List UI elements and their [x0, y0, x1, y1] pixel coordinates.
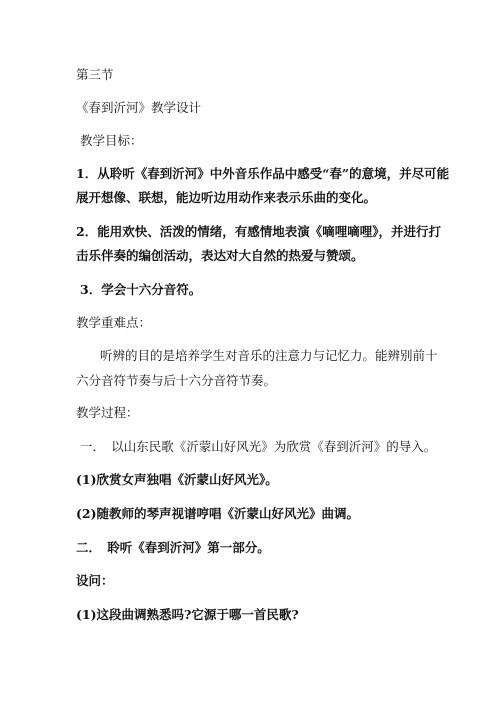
question-1: (1)这段曲调熟悉吗?它源于哪一首民歌?: [76, 607, 299, 622]
key-points-line-2: 六分音符节奏与后十六分音符节奏。: [76, 373, 277, 388]
goal-1-line-1: 1．从聆听《春到沂河》中外音乐作品中感受“春”的意境，并尽可能: [76, 166, 450, 181]
goal-2-line-1: 2．能用欢快、活泼的情绪，有感情地表演《嘀哩嘀哩》，并进行打: [76, 224, 441, 239]
step-2: 二． 聆听《春到沂河》第一部分。: [76, 540, 270, 555]
goal-1-line-2: 展开想像、联想，能边听边用动作来表示乐曲的变化。: [76, 190, 377, 205]
goal-3: 3．学会十六分音符。: [80, 282, 202, 297]
step-1: 一． 以山东民歌《沂蒙山好风光》为欣赏《春到沂河》的导入。: [80, 439, 437, 454]
process-heading: 教学过程：: [76, 405, 139, 420]
goal-2-line-2: 击乐伴奏的编创活动，表达对大自然的热爱与赞颂。: [76, 248, 364, 263]
section-label: 第三节: [76, 67, 114, 82]
goals-heading: 教学目标：: [80, 133, 143, 148]
document-title: 《春到沂河》教学设计: [76, 100, 202, 115]
step-1-sub-2: (2)随教师的琴声视谱哼唱《沂蒙山好风光》曲调。: [76, 506, 360, 521]
key-points-line-1: 听辨的目的是培养学生对音乐的注意力与记忆力。能辨别前十: [100, 348, 438, 363]
question-heading: 设问：: [76, 573, 114, 588]
key-points-heading: 教学重难点：: [76, 315, 152, 330]
step-1-sub-1: (1)欣赏女声独唱《沂蒙山好风光》。: [76, 472, 278, 487]
